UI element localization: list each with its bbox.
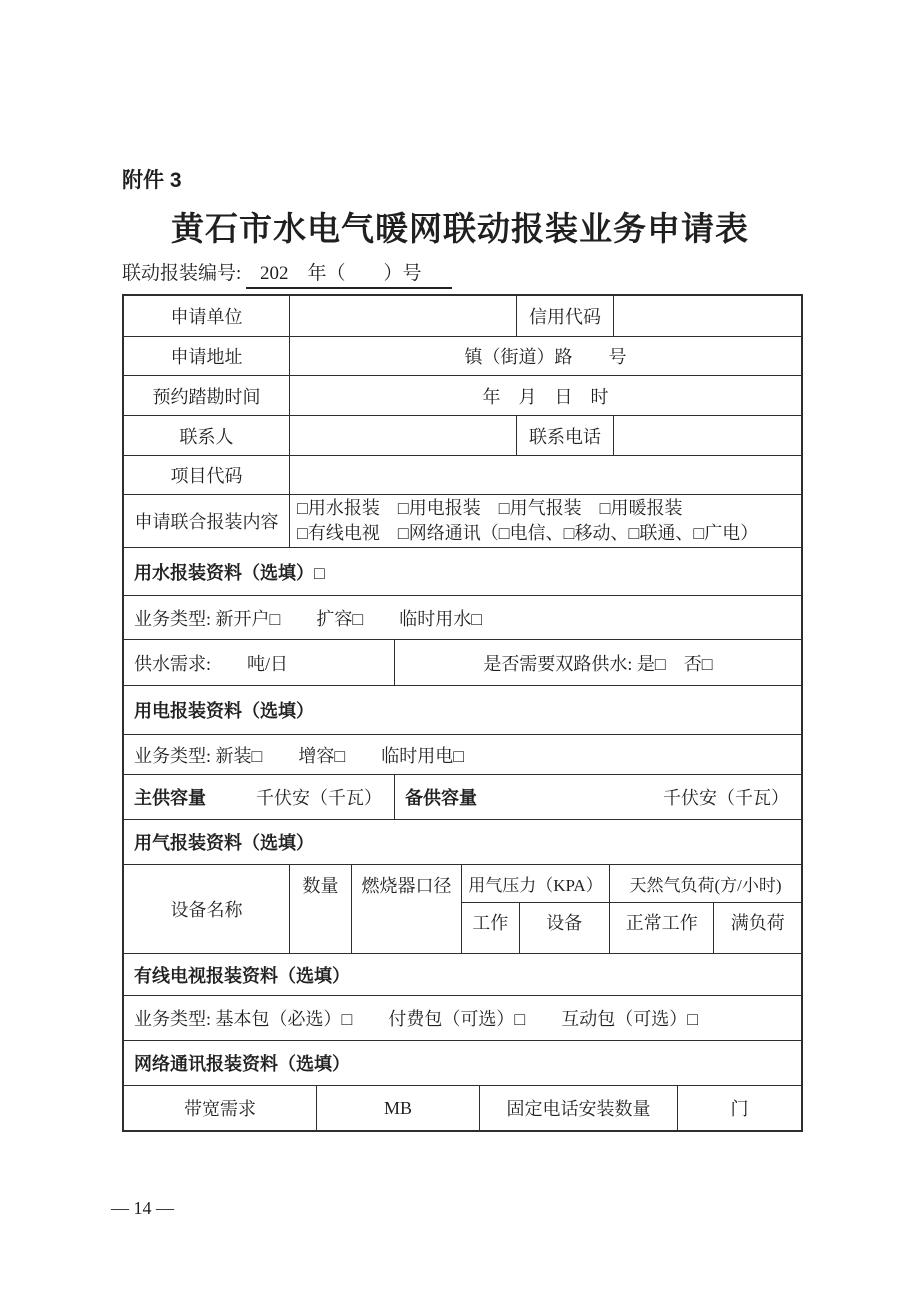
bandwidth-label: 带宽需求	[184, 1099, 256, 1119]
joint-content-options-line2: □有线电视 □网络通讯（□电信、□移动、□联通、□广电）	[297, 523, 759, 543]
table-row	[124, 1040, 801, 1085]
device-name-header: 设备名称	[170, 900, 243, 920]
table-row	[124, 375, 801, 415]
attachment-label: 附件 3	[122, 169, 182, 192]
pressure-device-header: 设备	[519, 903, 609, 953]
main-capacity-unit: 千伏安（千瓦）	[256, 788, 382, 808]
quantity-header: 数量	[289, 865, 351, 953]
application-form-table	[122, 294, 803, 1132]
table-row	[124, 734, 801, 774]
burner-diameter-header: 燃烧器口径	[351, 865, 461, 953]
load-full-header: 满负荷	[713, 903, 801, 953]
survey-time-label: 预约踏勘时间	[152, 386, 261, 407]
table-row	[124, 296, 801, 336]
serial-number-label: 联动报装编号:	[122, 263, 242, 284]
contact-phone-label: 联系电话	[516, 416, 613, 455]
phone-install-unit-cell: 门	[677, 1086, 801, 1130]
bandwidth-unit-cell: MB	[316, 1086, 479, 1130]
table-row	[124, 995, 801, 1040]
serial-number-value: 202 年（ ）号	[246, 258, 452, 289]
applicant-unit-input-cell	[289, 296, 516, 336]
table-row	[124, 1085, 801, 1130]
gas-load-group-header: 天然气负荷(方/小时)	[610, 865, 801, 903]
project-code-label: 项目代码	[170, 466, 243, 486]
joint-content-options-line1: □用水报装 □用电报装 □用气报装 □用暖报装	[297, 498, 683, 518]
table-row	[124, 685, 801, 734]
table-row	[124, 819, 801, 864]
survey-time-hint: 年 月 日 时	[289, 376, 801, 415]
table-row	[124, 953, 801, 995]
backup-capacity-cell	[394, 775, 801, 819]
table-row	[124, 336, 801, 375]
joint-content-options	[289, 495, 801, 547]
water-demand: 供水需求: 吨/日	[134, 653, 289, 674]
credit-code-label: 信用代码	[516, 296, 613, 336]
applicant-unit-label: 申请单位	[170, 307, 243, 327]
joint-content-label: 申请联合报装内容	[134, 512, 279, 532]
gas-load-group	[609, 865, 801, 953]
gas-section-header: 用气报装资料（选填）	[134, 833, 314, 853]
table-row	[124, 595, 801, 639]
pressure-work-header: 工作	[472, 913, 509, 933]
application-address-label: 申请地址	[170, 347, 243, 367]
gas-pressure-group-header: 用气压力（KPA）	[462, 865, 609, 903]
gas-pressure-group	[461, 865, 609, 953]
table-row	[124, 547, 801, 595]
table-row	[124, 639, 801, 685]
water-business-type: 业务类型: 新开户□ 扩容□ 临时用水□	[134, 608, 483, 629]
serial-number-line	[122, 258, 452, 289]
table-row	[124, 494, 801, 547]
table-row	[124, 774, 801, 819]
catv-section-header: 有线电视报装资料（选填）	[134, 965, 350, 986]
page-number: — 14 —	[111, 1198, 174, 1218]
catv-business-type: 业务类型: 基本包（必选）□ 付费包（可选）□ 互动包（可选）□	[134, 1009, 699, 1029]
table-row	[124, 415, 801, 455]
form-title: 黄石市水电气暖网联动报装业务申请表	[171, 210, 749, 247]
main-capacity-label: 主供容量	[134, 788, 206, 808]
water-dual-supply: 是否需要双路供水: 是□ 否□	[394, 640, 801, 685]
contact-phone-input-cell	[613, 416, 801, 455]
main-capacity-cell	[124, 775, 394, 819]
power-section-header: 用电报装资料（选填）	[134, 701, 314, 721]
backup-capacity-label: 备供容量	[405, 788, 477, 808]
contact-person-input-cell	[289, 416, 516, 455]
phone-install-count-label: 固定电话安装数量	[479, 1086, 677, 1130]
credit-code-input-cell	[613, 296, 801, 336]
backup-capacity-unit: 千伏安（千瓦）	[663, 788, 789, 808]
project-code-input-cell	[289, 456, 801, 494]
table-row	[124, 455, 801, 494]
gas-subtable-row	[124, 864, 801, 953]
network-section-header: 网络通讯报装资料（选填）	[134, 1054, 350, 1074]
contact-person-label: 联系人	[179, 426, 234, 447]
load-normal-header: 正常工作	[625, 913, 698, 933]
power-business-type: 业务类型: 新装□ 增容□ 临时用电□	[134, 745, 465, 766]
water-section-header: 用水报装资料（选填）□	[134, 562, 325, 583]
application-address-hint: 镇（街道）路 号	[289, 337, 801, 375]
